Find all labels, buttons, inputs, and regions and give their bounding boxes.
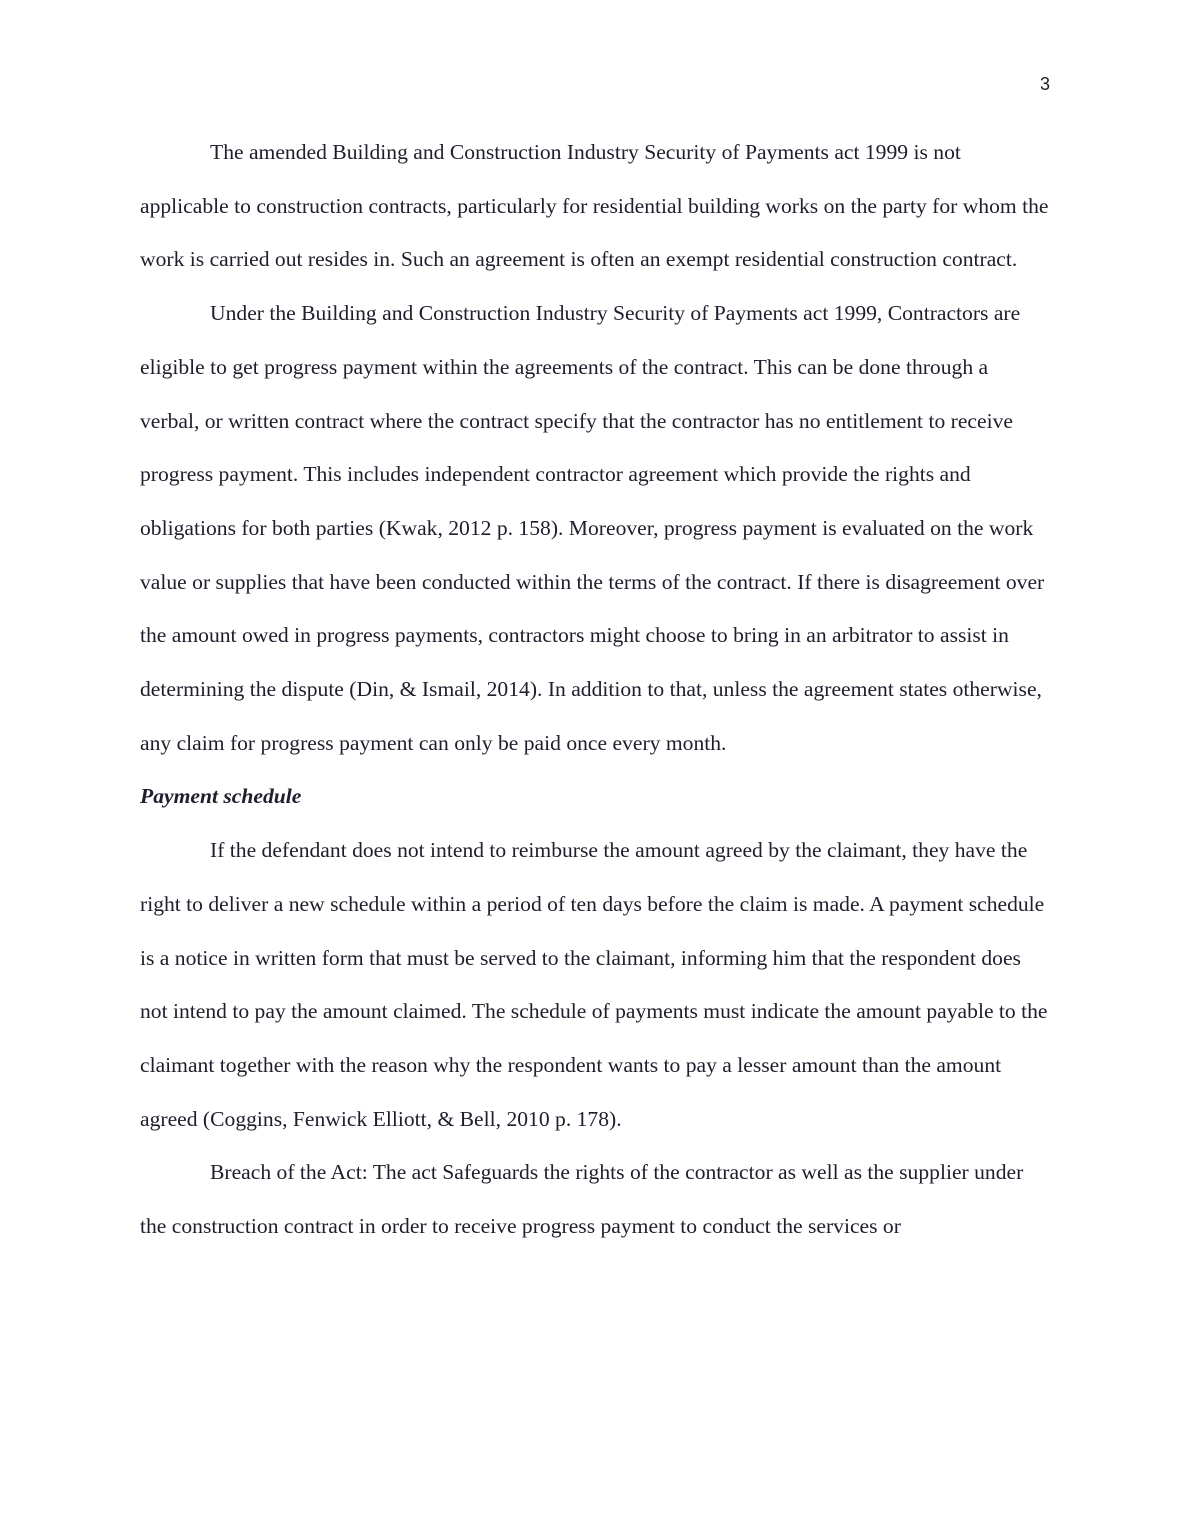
paragraph-exempt-residential-contract: The amended Building and Construction Industry Security of Payments act 1999 is not applicable to construction contracts, particularly for residential building works on the party for whom the work is carried out resides in. Such an agreement is often an exempt residential construction contract. <box>140 140 1049 272</box>
document-body <box>140 126 1050 1254</box>
page-number: 3 <box>1039 74 1050 94</box>
paragraph-payment-schedule: If the defendant does not intend to reimburse the amount agreed by the claimant, they have the right to deliver a new schedule within a period of ten days before the claim is made. A payment schedule is a notice in written form that must be served to the claimant, informing him that the respondent does not intend to pay the amount claimed. The schedule of payments must indicate the amount payable to the claimant together with the reason why the respondent wants to pay a lesser amount than the amount agreed (Coggins, Fenwick Elliott, & Bell, 2010 p. 178). <box>140 838 1048 1131</box>
paragraph-progress-payment: Under the Building and Construction Industry Security of Payments act 1999, Contractors are eligible to get progress payment within the agreements of the contract. This can be done through a verbal, or written contract where the contract specify that the contractor has no entitlement to receive progress payment. This includes independent contractor agreement which provide the rights and obligations for both parties (Kwak, 2012 p. 158). Moreover, progress payment is evaluated on the work value or supplies that have been conducted within the terms of the contract. If there is disagreement over the amount owed in progress payments, contractors might choose to bring in an arbitrator to assist in determining the dispute (Din, & Ismail, 2014). In addition to that, unless the agreement states otherwise, any claim for progress payment can only be paid once every month. <box>140 301 1045 755</box>
section-heading-payment-schedule: Payment schedule <box>140 784 302 809</box>
paragraph-breach-of-act: Breach of the Act: The act Safeguards the rights of the contractor as well as the supplier under the construction contract in order to receive progress payment to conduct the services or <box>140 1160 1024 1239</box>
